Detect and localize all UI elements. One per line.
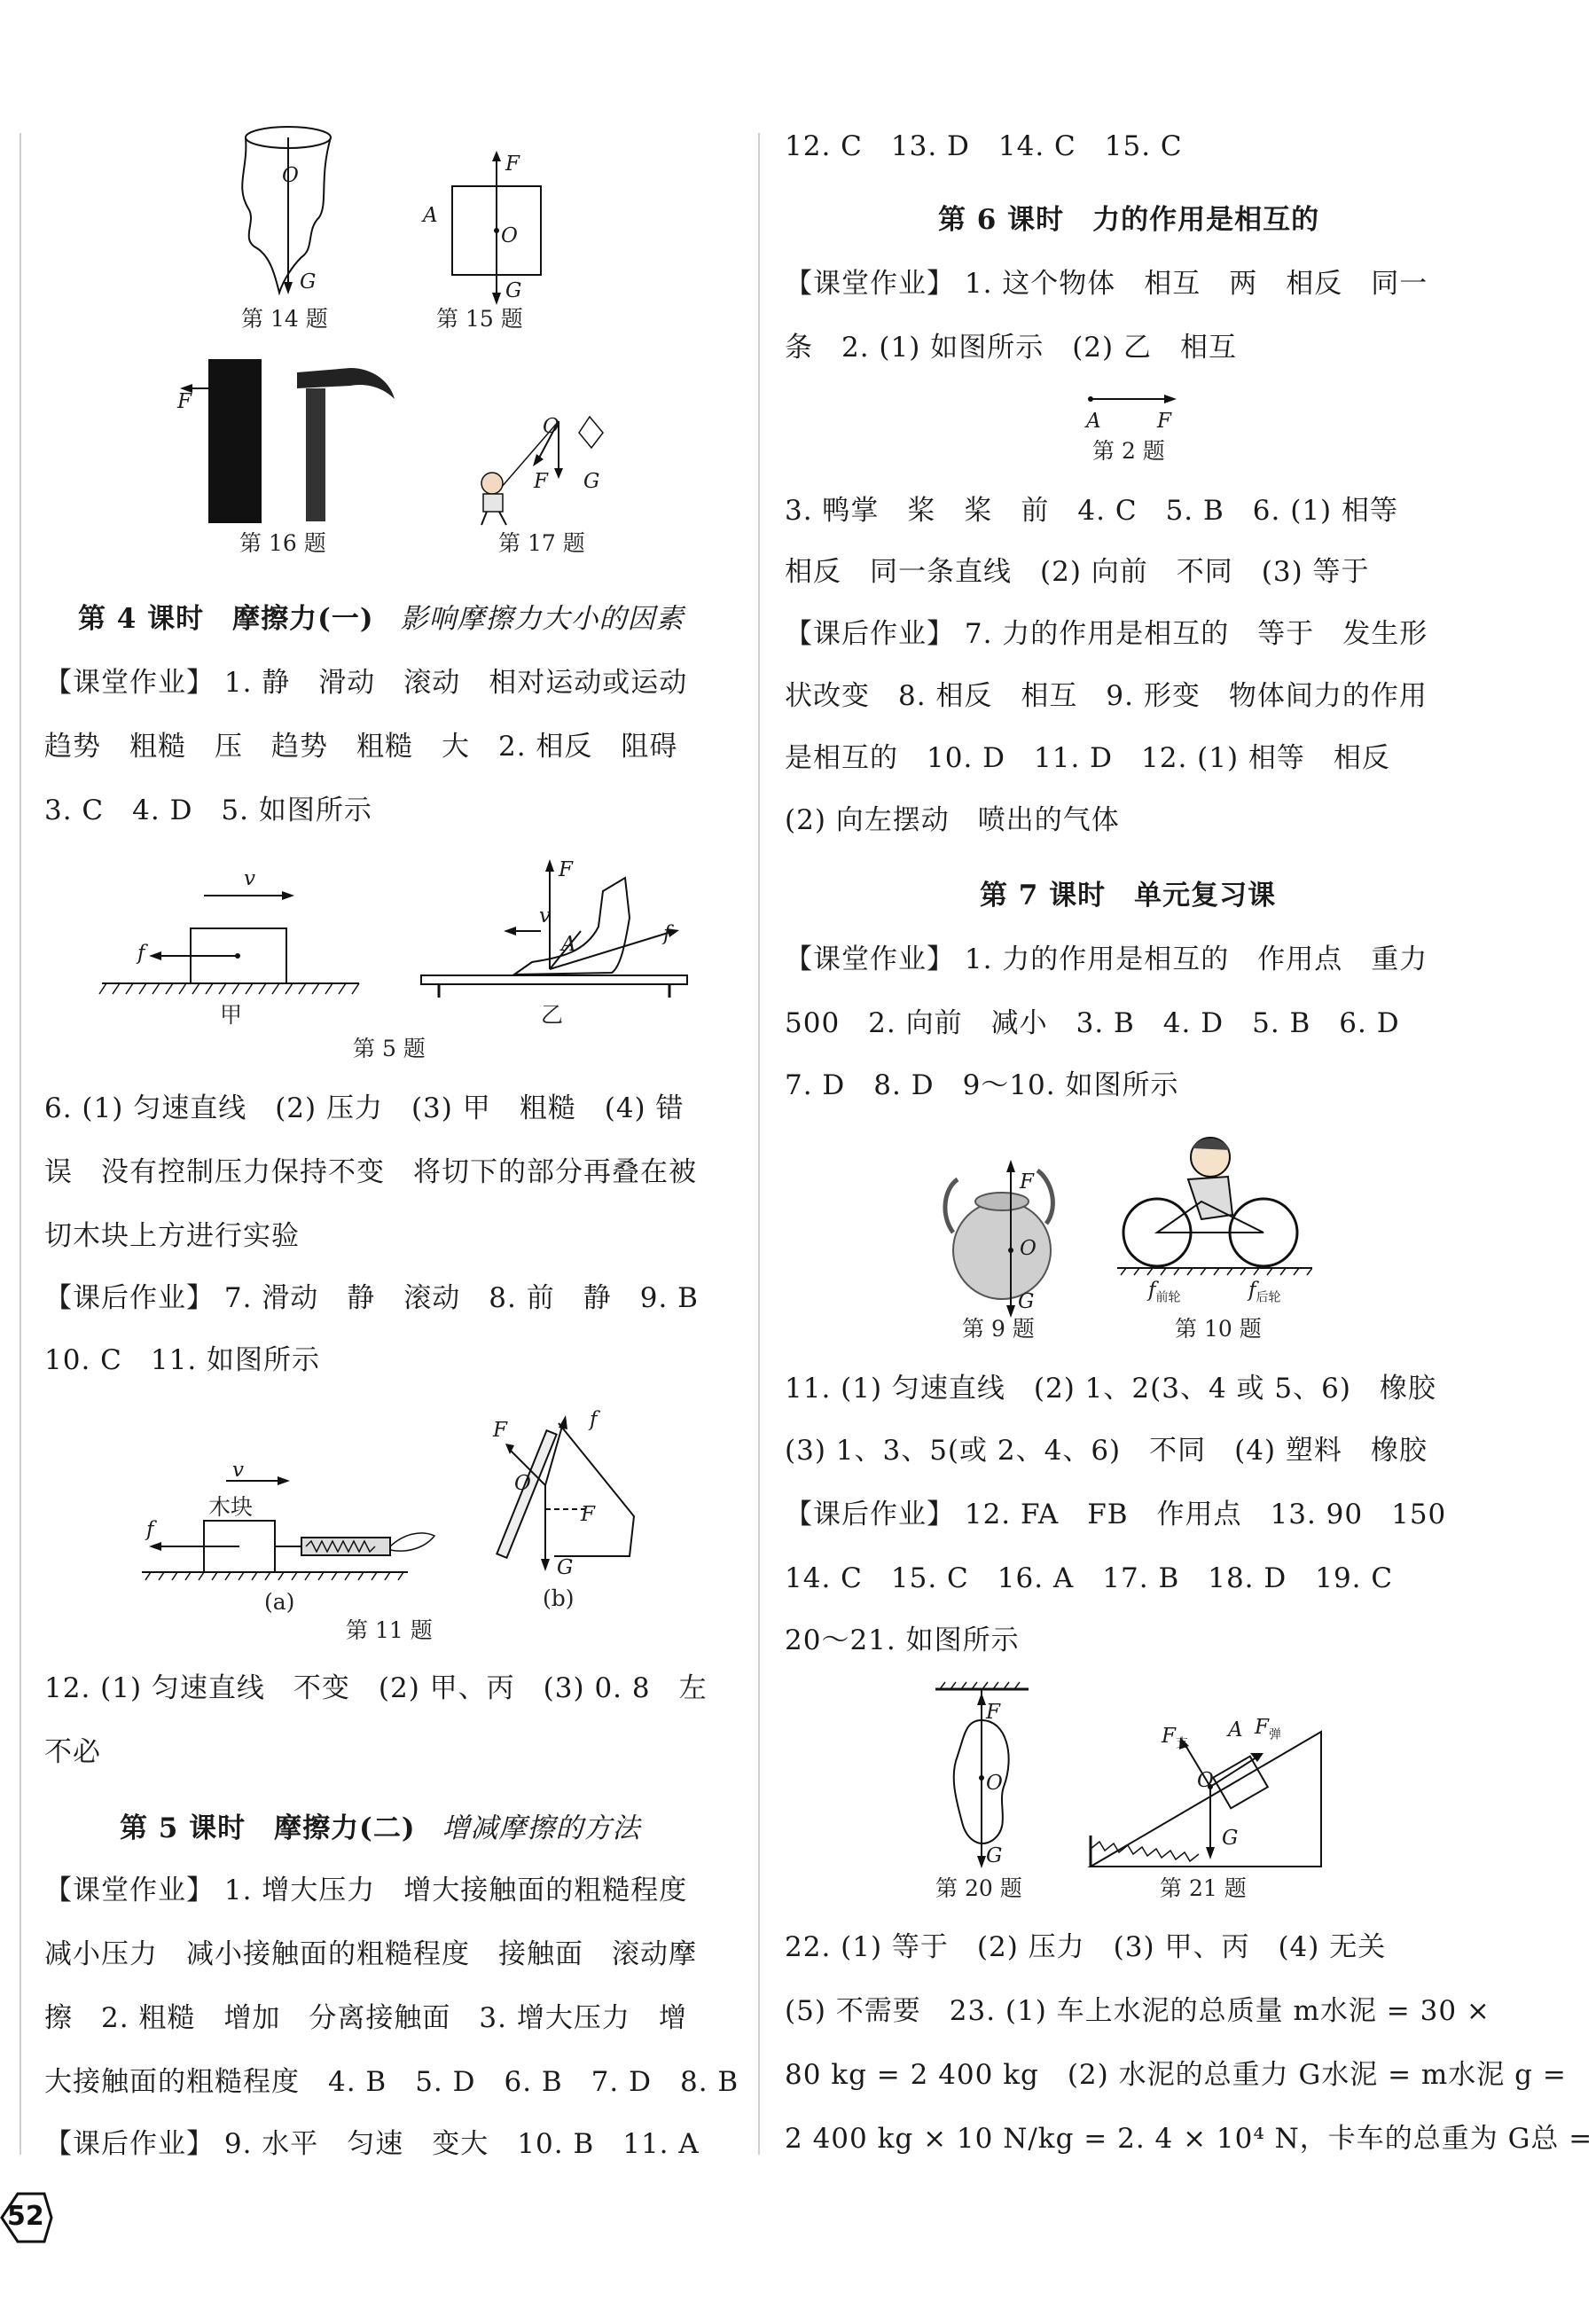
q11b-label-fn: F	[493, 1419, 507, 1442]
right-line-4: 3. 鸭掌 桨 桨 前 4. C 5. B 6. (1) 相等	[785, 495, 1398, 527]
r2-label-a: A	[1086, 410, 1101, 433]
r10-label-f2	[1248, 1279, 1281, 1306]
caption-q16: 第 16 题	[239, 530, 326, 556]
r10-f1-subscript: 前轮	[1155, 1290, 1181, 1305]
section-5-title	[120, 1805, 641, 1845]
right-line-2: 【课堂作业】 1. 这个物体 相互 两 相反 同一	[785, 268, 1428, 300]
q5-label-yi: 乙	[541, 1002, 564, 1028]
r10-f1-symbol: f	[1148, 1279, 1156, 1302]
q17-label-o: O	[543, 415, 559, 438]
right-line-8: 是相互的 10. D 11. D 12. (1) 相等 相反	[785, 742, 1390, 774]
page-number: 52	[7, 2201, 44, 2232]
section-7-title: 第 7 课时 单元复习课	[980, 880, 1277, 912]
caption-r20: 第 20 题	[935, 1875, 1022, 1901]
r9-label-O: O	[1020, 1237, 1037, 1260]
left-line-3: 3. C 4. D 5. 如图所示	[44, 794, 372, 826]
r21-label-fz	[1162, 1725, 1188, 1752]
r10-label-f1	[1148, 1279, 1181, 1306]
right-line-5: 相反 同一条直线 (2) 向前 不同 (3) 等于	[785, 556, 1370, 588]
section-4-title	[78, 596, 685, 636]
caption-r10: 第 10 题	[1175, 1316, 1262, 1342]
r21-label-O: O	[1197, 1769, 1214, 1792]
q11-label-b: (b)	[543, 1585, 575, 1611]
figure-q5-yi	[417, 856, 692, 1002]
right-line-19: (5) 不需要 23. (1) 车上水泥的总质量 m水泥 = 30 ×	[785, 1995, 1490, 2027]
r9-label-F: F	[1020, 1170, 1034, 1194]
q5-label-f: f	[137, 942, 145, 965]
caption-q14: 第 14 题	[241, 306, 328, 332]
right-line-1: 12. C 13. D 14. C 15. C	[785, 130, 1183, 162]
left-line-2: 趋势 粗糙 压 趋势 粗糙 大 2. 相反 阻碍	[44, 731, 678, 763]
r10-f2-symbol: f	[1248, 1279, 1256, 1302]
q11-label-v: v	[232, 1459, 244, 1482]
left-line-15: 【课后作业】 9. 水平 匀速 变大 10. B 11. A	[44, 2128, 700, 2160]
figure-q16	[173, 355, 403, 528]
q17-label-f: F	[534, 470, 548, 493]
left-line-4: 6. (1) 匀速直线 (2) 压力 (3) 甲 粗糙 (4) 错	[44, 1092, 685, 1124]
right-line-12: 7. D 8. D 9～10. 如图所示	[785, 1069, 1179, 1101]
figure-r9	[940, 1153, 1064, 1321]
right-line-11: 500 2. 向前 减小 3. B 4. D 5. B 6. D	[785, 1007, 1400, 1039]
left-line-7: 【课后作业】 7. 滑动 静 滚动 8. 前 静 9. B	[44, 1282, 699, 1314]
r21-fz-subscript: 支	[1175, 1736, 1188, 1751]
r10-f2-subscript: 后轮	[1256, 1290, 1281, 1305]
q11b-label-f: f	[590, 1408, 598, 1431]
q11-label-f: f	[146, 1518, 154, 1541]
section-5-title-text: 第 5 课时 摩擦力(二)	[120, 1812, 416, 1844]
q14-label-o: O	[282, 164, 299, 187]
left-line-9: 12. (1) 匀速直线 不变 (2) 甲、丙 (3) 0. 8 左	[44, 1672, 708, 1704]
q15-label-g: G	[505, 279, 522, 302]
r21-label-G: G	[1222, 1827, 1239, 1850]
left-line-13: 擦 2. 粗糙 增加 分离接触面 3. 增大压力 增	[44, 2002, 687, 2034]
figure-q5-jia	[98, 873, 364, 998]
r20-label-G: G	[986, 1844, 1003, 1867]
r21-ft-symbol: F	[1255, 1716, 1269, 1739]
r21-fz-symbol: F	[1162, 1725, 1176, 1748]
q5b-label-v: v	[539, 904, 551, 928]
left-line-1: 【课堂作业】 1. 静 滑动 滚动 相对运动或运动	[44, 667, 688, 699]
figure-r20	[931, 1680, 1033, 1875]
page-number-badge	[0, 2190, 55, 2245]
left-margin-rule	[20, 133, 21, 2155]
q11-label-block: 木块	[208, 1494, 254, 1520]
right-line-13: 11. (1) 匀速直线 (2) 1、2(3、4 或 5、6) 橡胶	[785, 1373, 1436, 1405]
q5-label-v: v	[244, 867, 255, 890]
r2-label-f: F	[1157, 410, 1171, 433]
left-line-10: 不必	[44, 1736, 101, 1768]
caption-r2: 第 2 题	[1092, 438, 1165, 464]
right-line-18: 22. (1) 等于 (2) 压力 (3) 甲、丙 (4) 无关	[785, 1931, 1387, 1963]
right-line-3: 条 2. (1) 如图所示 (2) 乙 相互	[785, 332, 1237, 364]
right-line-9: (2) 向左摆动 喷出的气体	[785, 804, 1120, 836]
right-line-7: 状改变 8. 相反 相互 9. 形变 物体间力的作用	[785, 680, 1428, 712]
q15-label-o: O	[501, 224, 518, 247]
q15-label-a: A	[423, 204, 438, 227]
q15-label-fn: F	[505, 153, 520, 176]
r21-ft-subscript: 弹	[1268, 1727, 1281, 1742]
right-line-16: 14. C 15. C 16. A 17. B 18. D 19. C	[785, 1562, 1394, 1594]
r20-label-O: O	[986, 1772, 1003, 1795]
section-5-subtitle: 增减摩擦的方法	[442, 1812, 641, 1844]
right-line-6: 【课后作业】 7. 力的作用是相互的 等于 发生形	[785, 618, 1428, 650]
right-line-20: 80 kg = 2 400 kg (2) 水泥的总重力 G水泥 = m水泥 g =	[785, 2059, 1567, 2091]
figure-q15	[443, 151, 550, 310]
right-line-10: 【课堂作业】 1. 力的作用是相互的 作用点 重力	[785, 943, 1428, 975]
figure-q14	[231, 124, 346, 301]
left-line-8: 10. C 11. 如图所示	[44, 1344, 321, 1376]
q11b-label-F: F	[581, 1503, 595, 1526]
right-line-14: (3) 1、3、5(或 2、4、6) 不同 (4) 塑料 橡胶	[785, 1435, 1428, 1467]
figure-r10	[1117, 1131, 1312, 1299]
q5b-label-A: A	[561, 933, 576, 956]
caption-r9: 第 9 题	[962, 1316, 1035, 1342]
r21-label-ft	[1255, 1716, 1281, 1743]
q11-label-a: (a)	[264, 1589, 295, 1615]
figure-r2	[1086, 390, 1179, 408]
q11b-label-o: O	[514, 1472, 531, 1495]
q5b-label-f: f	[663, 922, 671, 945]
section-6-title: 第 6 课时 力的作用是相互的	[938, 204, 1320, 236]
left-line-5: 误 没有控制压力保持不变 将切下的部分再叠在被	[44, 1156, 697, 1188]
q5-label-jia: 甲	[220, 1002, 243, 1028]
caption-q5: 第 5 题	[353, 1036, 426, 1061]
left-line-14: 大接触面的粗糙程度 4. B 5. D 6. B 7. D 8. B	[44, 2066, 739, 2098]
q17-label-g: G	[583, 470, 600, 493]
r9-label-G: G	[1018, 1290, 1035, 1313]
right-line-15: 【课后作业】 12. FA FB 作用点 13. 90 150	[785, 1499, 1447, 1530]
r21-label-A: A	[1228, 1718, 1243, 1742]
q5b-label-F: F	[559, 858, 573, 881]
left-line-6: 切木块上方进行实验	[44, 1220, 300, 1252]
caption-q15: 第 15 题	[436, 306, 523, 332]
column-divider	[758, 133, 760, 2155]
q11b-label-g: G	[557, 1556, 574, 1579]
q16-label-f: F	[177, 390, 192, 413]
caption-r21: 第 21 题	[1160, 1875, 1247, 1901]
caption-q11: 第 11 题	[346, 1617, 433, 1643]
caption-q17: 第 17 题	[498, 530, 585, 556]
right-line-21: 2 400 kg × 10 N/kg = 2. 4 × 10⁴ N，卡车的总重为 G总 =	[785, 2123, 1593, 2155]
right-line-17: 20～21. 如图所示	[785, 1624, 1020, 1656]
left-line-12: 减小压力 减小接触面的粗糙程度 接触面 滚动摩	[44, 1938, 697, 1970]
r20-label-F: F	[986, 1701, 1000, 1724]
section-4-subtitle: 影响摩擦力大小的因素	[400, 603, 685, 635]
left-line-11: 【课堂作业】 1. 增大压力 增大接触面的粗糙程度	[44, 1875, 688, 1906]
q14-label-g: G	[300, 270, 317, 294]
section-4-title-text: 第 4 课时 摩擦力(一)	[78, 603, 374, 635]
figure-r21	[1086, 1716, 1330, 1871]
figure-q11-a	[142, 1472, 443, 1587]
